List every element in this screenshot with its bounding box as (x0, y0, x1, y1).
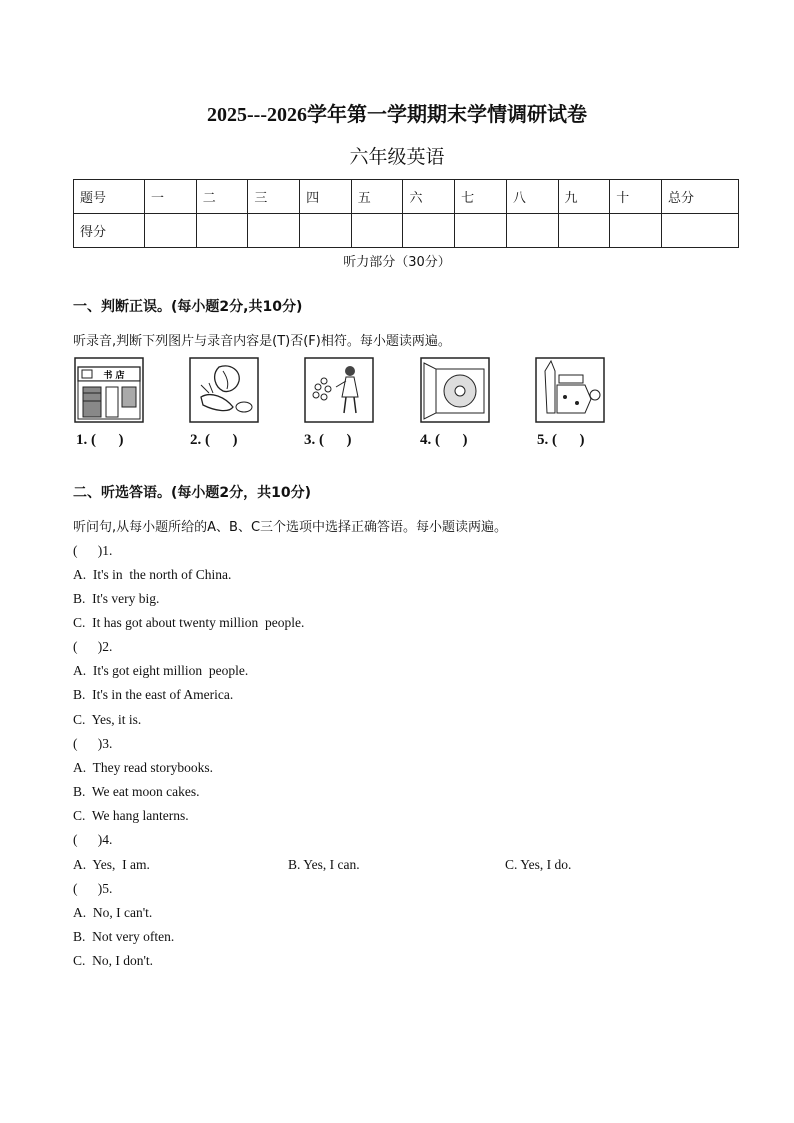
bookstore-icon (74, 357, 144, 423)
question-4-option-b: B. Yes, I can. (288, 857, 360, 872)
exam-subtitle: 六年级英语 (349, 146, 445, 168)
question-3-option-a: A. They read storybooks. (73, 760, 213, 775)
score-cell-blank[interactable] (455, 214, 507, 248)
question-4-number[interactable]: ( )4. (73, 832, 113, 847)
score-cell-header: 十 (610, 180, 662, 214)
question-1-option-b: B. It's very big. (73, 591, 160, 606)
score-cell-blank[interactable] (145, 214, 197, 248)
score-cell-blank[interactable] (300, 214, 352, 248)
question-3-option-c: C. We hang lanterns. (73, 808, 189, 823)
question-1-number[interactable]: ( )1. (73, 543, 113, 558)
picture-answer-3[interactable]: 3. ( ) (304, 432, 352, 448)
question-3-option-b: B. We eat moon cakes. (73, 784, 200, 799)
question-5-number[interactable]: ( )5. (73, 881, 113, 896)
score-cell-header: 一 (145, 180, 197, 214)
question-1-option-c: C. It has got about twenty million people. (73, 615, 305, 630)
section2-instruction: 听问句,从每小题所给的A、B、C三个选项中选择正确答语。每小题读两遍。 (73, 520, 508, 535)
score-cell-header: 八 (506, 180, 558, 214)
score-cell-header: 三 (248, 180, 300, 214)
question-5-option-b: B. Not very often. (73, 929, 175, 944)
question-1-option-a: A. It's in the north of China. (73, 567, 232, 582)
score-cell-header: 题号 (74, 180, 145, 214)
score-cell-label: 得分 (74, 214, 145, 248)
picture-answer-2[interactable]: 2. ( ) (190, 432, 238, 448)
picture-answer-4[interactable]: 4. ( ) (420, 432, 468, 448)
score-cell-blank[interactable] (610, 214, 662, 248)
exam-title: 2025---2026学年第一学期期末学情调研试卷 (207, 104, 587, 126)
question-2-option-b: B. It's in the east of America. (73, 687, 234, 702)
score-cell-blank[interactable] (196, 214, 248, 248)
score-cell-blank[interactable] (662, 214, 739, 248)
score-cell-header: 总分 (662, 180, 739, 214)
listening-part-note: 听力部分（30分） (343, 255, 451, 270)
score-cell-blank[interactable] (403, 214, 455, 248)
vegetables-icon (189, 357, 259, 423)
picture-answer-1[interactable]: 1. ( ) (76, 432, 124, 448)
giraffe-zoo-icon (535, 357, 605, 423)
score-table-score-row (74, 214, 739, 248)
score-cell-header: 六 (403, 180, 455, 214)
score-cell-header: 七 (455, 180, 507, 214)
question-4-option-a: A. Yes, I am. (73, 857, 150, 872)
cd-player-icon (420, 357, 490, 423)
score-cell-blank[interactable] (506, 214, 558, 248)
question-5-option-a: A. No, I can't. (73, 905, 153, 920)
score-table (73, 179, 739, 248)
section1-title: 一、判断正误。(每小题2分,共10分) (73, 299, 303, 315)
question-5-option-c: C. No, I don't. (73, 953, 154, 968)
question-2-option-a: A. It's got eight million people. (73, 663, 249, 678)
section2-title: 二、听选答语。(每小题2分，共10分) (73, 485, 312, 501)
picture-answer-5[interactable]: 5. ( ) (537, 432, 585, 448)
score-cell-header: 四 (300, 180, 352, 214)
score-cell-header: 五 (351, 180, 403, 214)
score-cell-header: 二 (196, 180, 248, 214)
score-cell-header: 九 (558, 180, 610, 214)
question-2-option-c: C. Yes, it is. (73, 712, 142, 727)
bookstore-sign: 书 店 (103, 371, 125, 381)
girl-with-flowers-icon (304, 357, 374, 423)
score-cell-blank[interactable] (558, 214, 610, 248)
score-table-header-row (74, 180, 739, 214)
question-4-option-c: C. Yes, I do. (505, 857, 572, 872)
question-2-number[interactable]: ( )2. (73, 639, 113, 654)
score-cell-blank[interactable] (248, 214, 300, 248)
score-cell-blank[interactable] (351, 214, 403, 248)
section1-instruction: 听录音,判断下列图片与录音内容是(T)否(F)相符。每小题读两遍。 (73, 334, 451, 349)
question-3-number[interactable]: ( )3. (73, 736, 113, 751)
